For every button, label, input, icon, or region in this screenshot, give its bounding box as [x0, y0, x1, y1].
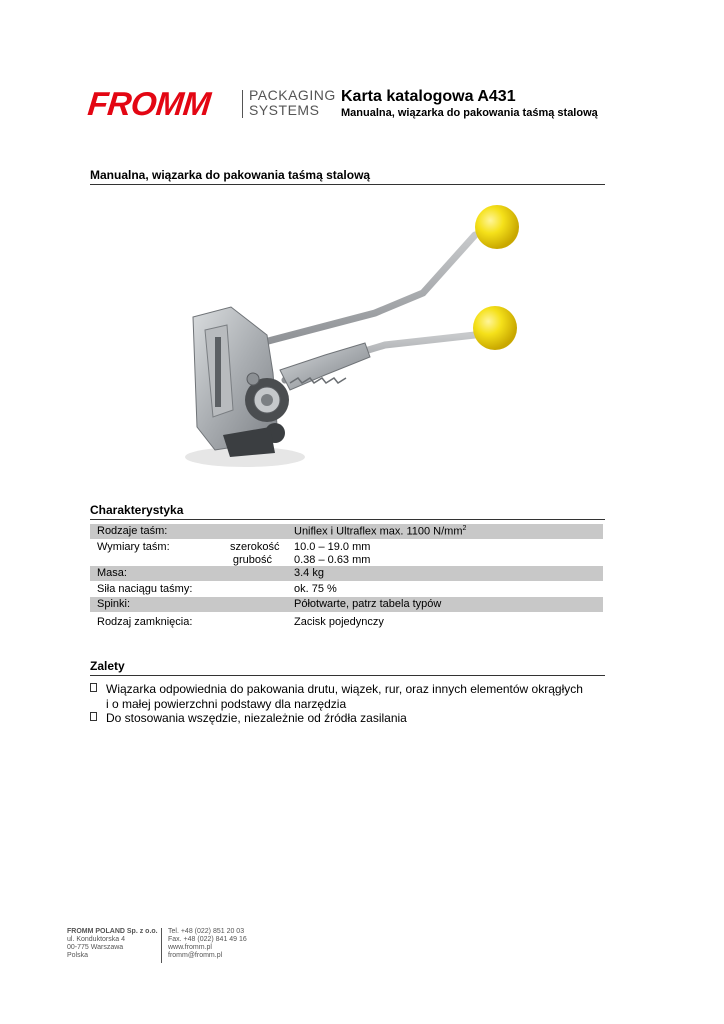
- footer-email-link[interactable]: fromm@fromm.pl: [168, 952, 223, 959]
- spec-label: Rodzaje taśm:: [97, 525, 168, 537]
- spec-value-superscript: 2: [462, 525, 467, 532]
- logo-sub-line1: PACKAGING: [249, 87, 336, 103]
- spec-row-seals: [90, 597, 603, 612]
- spec-label: Siła naciągu taśmy:: [97, 583, 193, 595]
- spec-value: Uniflex i Ultraflex max. 1100 $N/mm^2$: [294, 525, 467, 538]
- advantage-item-1: [90, 682, 605, 712]
- advantage-text-line1: Wiązarka odpowiednia do pakowania drutu, wiązek, rur, oraz innych elementów okrągłych: [106, 682, 583, 696]
- footer-company: FROMM POLAND Sp. z o.o.: [67, 928, 158, 935]
- logo-divider: [242, 90, 243, 118]
- spec-value: Półotwarte, patrz tabela typów: [294, 598, 442, 610]
- spec-value: Zacisk pojedynczy: [294, 616, 384, 628]
- footer-country: Polska: [67, 952, 89, 959]
- spec-label: Rodzaj zamknięcia:: [97, 616, 193, 628]
- characteristics-heading: Charakterystyka: [90, 503, 605, 520]
- spec-label: Spinki:: [97, 598, 131, 610]
- spec-value-thickness: 0.38 – 0.63 mm: [294, 554, 371, 566]
- footer-contact: [168, 928, 247, 960]
- logo-subtitle: [249, 88, 336, 118]
- footer-street: ul. Konduktorska 4: [67, 936, 125, 943]
- bullet-icon: [90, 683, 97, 692]
- document-subtitle: Manualna, wiązarka do pakowania taśmą stalową: [341, 107, 598, 119]
- logo-sub-line2: SYSTEMS: [249, 102, 320, 118]
- spec-value-width: 10.0 – 19.0 mm: [294, 541, 371, 553]
- strapping-tool-image: [175, 195, 535, 490]
- footer-web-link[interactable]: www.fromm.pl: [168, 944, 212, 951]
- footer-fax: Fax. +48 (022) 841 49 16: [168, 936, 247, 943]
- advantages-heading: Zalety: [90, 659, 605, 676]
- spec-row-weight: [90, 566, 603, 581]
- spec-row-closure-type: [90, 615, 603, 630]
- spec-row-strap-dimensions: [90, 540, 603, 566]
- spec-value: ok. 75 %: [294, 583, 337, 595]
- spec-sub-label-width: szerokość: [230, 541, 280, 553]
- footer-divider: [161, 928, 162, 963]
- footer-address: [67, 928, 158, 960]
- bullet-icon: [90, 712, 97, 721]
- spec-sub-label-thickness: grubość: [232, 554, 272, 566]
- spec-label: Wymiary taśm:: [97, 541, 170, 553]
- advantage-text-line1: Do stosowania wszędzie, niezależnie od źródła zasilania: [106, 711, 407, 725]
- advantage-item-2: [90, 711, 605, 726]
- product-heading: Manualna, wiązarka do pakowania taśmą stalową: [90, 168, 605, 185]
- spec-value: 3.4 kg: [294, 567, 324, 579]
- document-title: Karta katalogowa A431: [341, 88, 516, 105]
- fromm-logo: FROMM: [86, 85, 213, 122]
- spec-row-tension: [90, 582, 603, 597]
- spec-row-strap-types: [90, 524, 603, 539]
- advantage-text-line2: i o małej powierzchni podstawy dla narzędzia: [106, 697, 347, 711]
- footer-city: 00-775 Warszawa: [67, 944, 124, 951]
- spec-label: Masa:: [97, 567, 127, 579]
- footer-tel: Tel. +48 (022) 851 20 03: [168, 928, 245, 935]
